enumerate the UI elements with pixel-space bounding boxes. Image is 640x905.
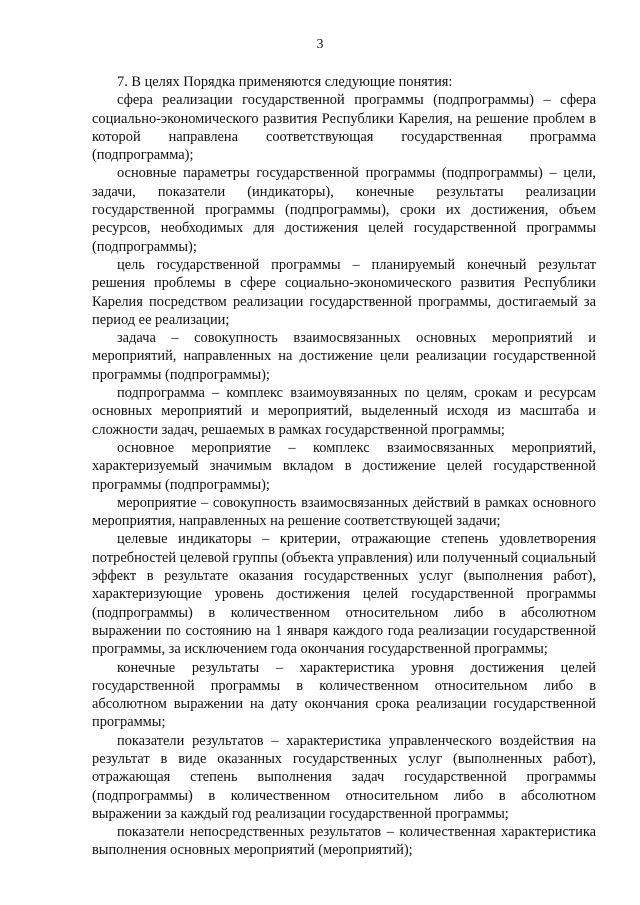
document-body	[92, 73, 596, 860]
paragraph-intro: 7. В целях Порядка применяются следующие понятия:	[117, 74, 453, 90]
paragraph-definition-direct-result-indicators: показатели непосредственных результатов – количественная характеристика выполнения основных мероприятий (мероприятий);	[92, 824, 596, 859]
paragraph-definition-goal: цель государственной программы – планируемый конечный результат решения проблемы в сфере социально-экономического развития Республики Карелия посредством реализации государственной программы, достигаемый за период ее реализации;	[92, 256, 596, 328]
paragraph-definition-target-indicators: целевые индикаторы – критерии, отражающие степень удовлетворения потребностей целевой группы (объекта управления) или полученный социальный эффект в результате оказания государственных услуг (выполнения работ), характеризующие уровень достижения целей государственной программы (подпрограммы) в количественном относительном либо в абсолютном выражении по состоянию на 1 января каждого года реализации государственной программы, за исключением года окончания государственной программы;	[92, 531, 596, 658]
paragraph-definition-task: задача – совокупность взаимосвязанных основных мероприятий и мероприятий, направленных на достижение цели реализации государственной программы (подпрограммы);	[92, 330, 596, 383]
paragraph-definition-main-parameters: основные параметры государственной программы (подпрограммы) – цели, задачи, показатели (индикаторы), конечные результаты реализации государственной программы (подпрограммы), сроки их достижения, объем ресурсов, необходимых для достижения целей государственной программы (подпрограммы);	[92, 165, 596, 255]
paragraph-definition-main-activity: основное мероприятие – комплекс взаимосвязанных мероприятий, характеризуемый значимым вкладом в достижение целей государственной программы (подпрограммы);	[92, 439, 596, 493]
paragraph-definition-subprogram: подпрограмма – комплекс взаимоувязанных по целям, срокам и ресурсам основных мероприятий и мероприятий, выделенный исходя из масштаба и сложности задач, решаемых в рамках государственной программы;	[92, 385, 596, 438]
paragraph-definition-scope: сфера реализации государственной программы (подпрограммы) – сфера социально-экономического развития Республики Карелия, на решение проблем в которой направлена соответствующая государственная программа (подпрограмма);	[92, 92, 596, 164]
paragraph-definition-result-indicators: показатели результатов – характеристика управленческого воздействия на результат в виде оказанных государственных услуг (выполненных работ), отражающая степень выполнения задач государственной программы (подпрограммы) в количественном относительном либо в абсолютном выражении за каждый год реализации государственной программы;	[92, 732, 596, 822]
page-number: 3	[316, 37, 324, 52]
paragraph-definition-final-results: конечные результаты – характеристика уровня достижения целей государственной программы в количественном относительном либо в абсолютном выражении на дату окончания срока реализации государственной программы;	[92, 659, 596, 731]
paragraph-definition-activity: мероприятие – совокупность взаимосвязанных действий в рамках основного мероприятия, направленных на решение соответствующей задачи;	[92, 494, 596, 530]
